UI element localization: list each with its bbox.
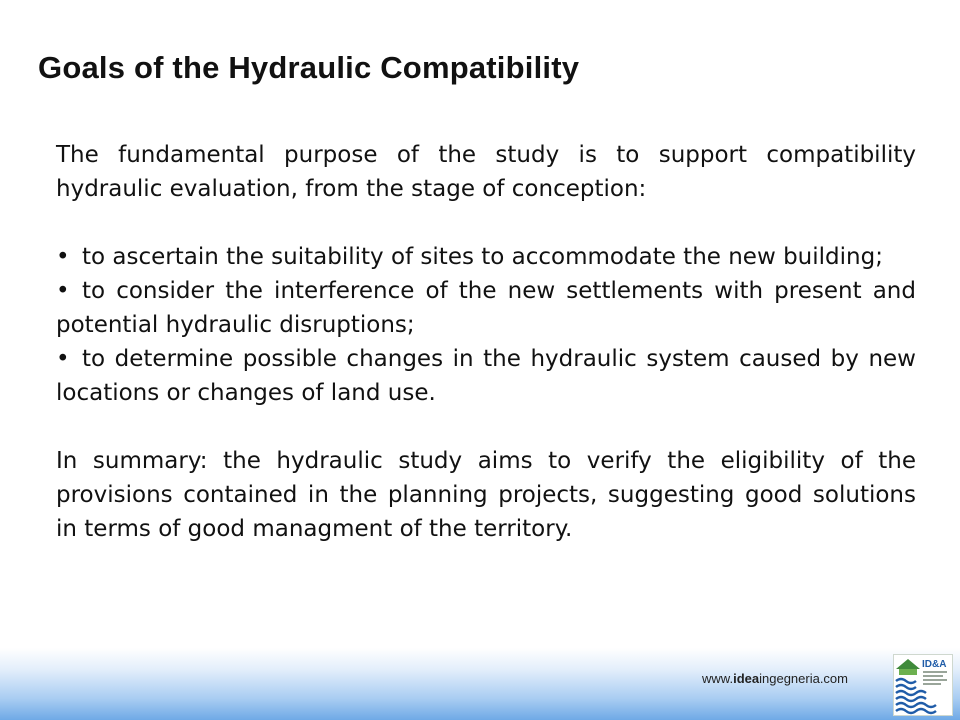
logo-text: ID&A [922, 659, 947, 670]
url-prefix: www. [702, 671, 734, 686]
url-suffix: ingegneria.com [759, 671, 848, 686]
company-logo [893, 654, 953, 716]
bullet-item [56, 240, 916, 274]
slide-title: Goals of the Hydraulic Compatibility [38, 50, 580, 85]
url-bold: idea [733, 671, 760, 686]
bullet-item [56, 342, 916, 410]
logo-graphic [894, 655, 952, 715]
bullet-text: to consider the interference of the new settlements with present and potential hydraulic disruptions; [56, 278, 916, 338]
footer-website-link[interactable] [702, 671, 848, 686]
paragraph-gap [56, 206, 916, 240]
bullet-item [56, 274, 916, 342]
slide-body [56, 138, 916, 546]
bullet-icon: • [56, 346, 70, 372]
bullet-text: to ascertain the suitability of sites to accommodate the new building; [82, 244, 883, 270]
paragraph-gap [56, 410, 916, 444]
bullet-icon: • [56, 278, 70, 304]
bullet-icon: • [56, 244, 70, 270]
bullet-text: to determine possible changes in the hydraulic system caused by new locations or changes of land use. [56, 346, 916, 406]
intro-paragraph: The fundamental purpose of the study is to support compatibility hydraulic evaluation, from the stage of conception: [56, 142, 916, 202]
summary-paragraph: In summary: the hydraulic study aims to verify the eligibility of the provisions contained in the planning projects, suggesting good solutions in terms of good managment of the territory. [56, 448, 916, 542]
